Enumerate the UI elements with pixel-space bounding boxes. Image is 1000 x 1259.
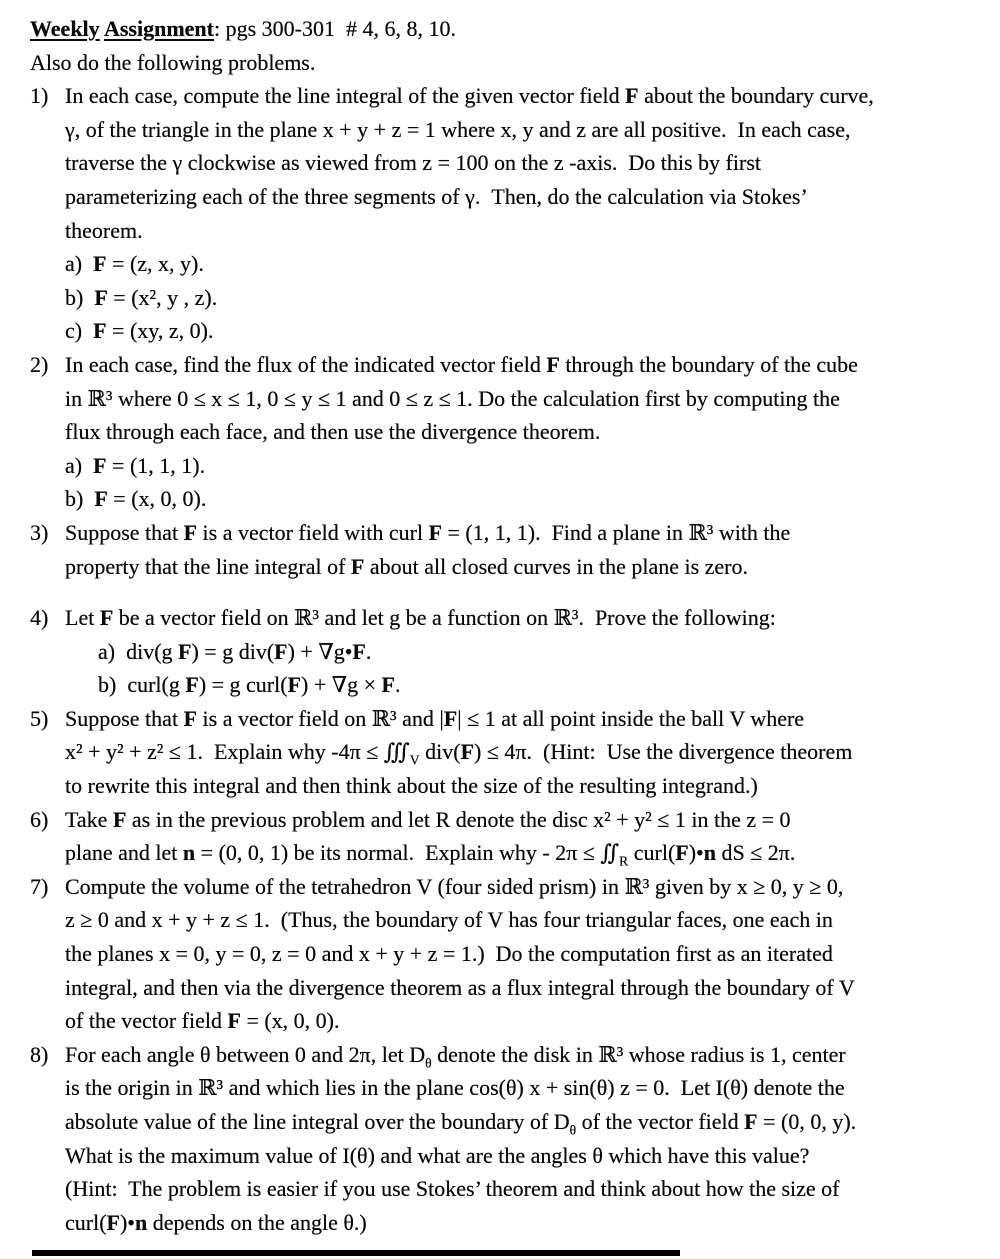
text-line <box>65 214 982 248</box>
text-line <box>65 550 982 584</box>
problem-number: 7) <box>30 873 49 899</box>
text-line <box>30 46 982 80</box>
text-segment: to rewrite this integral and then think about the size of the resulting integrand.) <box>65 773 758 799</box>
problem-1 <box>30 79 982 348</box>
text-segment: z ≥ 0 and x + y + z ≤ 1. (Thus, the boundary of V has four triangular faces, one each in <box>65 907 833 933</box>
text-line <box>98 635 982 669</box>
text-segment: c) <box>65 318 94 344</box>
text-segment: denote the disk in ℝ³ whose radius is 1, center <box>431 1041 846 1067</box>
text-segment: ) = g div( <box>191 638 275 664</box>
text-segment: ) = g curl( <box>198 672 288 698</box>
text-segment: the planes x = 0, y = 0, z = 0 and x + y + z = 1.) Do the computation first as an iterated <box>65 941 833 967</box>
text-line <box>65 449 982 483</box>
problem-number: 2) <box>30 351 49 377</box>
text-segment: For each angle θ between 0 and 2π, let D <box>65 1041 426 1067</box>
math-bold-segment: Assignment <box>103 16 214 41</box>
text-segment: . <box>395 672 401 698</box>
problem-5 <box>30 702 982 803</box>
text-segment: of the vector field <box>576 1109 745 1134</box>
problem-body <box>65 702 982 803</box>
problem-number: 8) <box>30 1041 49 1067</box>
text-line <box>65 1105 982 1139</box>
math-bold-segment: F <box>183 519 198 545</box>
text-line <box>98 668 982 702</box>
text-segment: is a vector field with curl <box>197 519 429 545</box>
text-segment: dS ≤ 2π. <box>716 840 796 866</box>
text-line <box>65 314 982 348</box>
text-segment: = (1, 1, 1). Find a plane in ℝ³ with the <box>442 519 791 545</box>
text-segment: absolute value of the line integral over the boundary of D <box>65 1109 570 1134</box>
text-segment: In each case, find the flux of the indicated vector field <box>65 351 547 377</box>
problem-4 <box>30 601 982 702</box>
text-segment: γ, of the triangle in the plane x + y + z = 1 where x, y and z are all positive. In each case, <box>65 116 851 142</box>
text-line <box>65 146 982 180</box>
math-bold-segment: F <box>94 284 108 310</box>
text-line <box>65 1206 982 1240</box>
text-segment: b) <box>65 486 95 512</box>
text-segment: = (x, 0, 0). <box>240 1008 340 1034</box>
text-line <box>65 79 982 113</box>
math-bold-segment: F <box>443 705 458 731</box>
text-segment: about the boundary curve, <box>638 83 874 109</box>
text-segment: b) curl(g <box>98 672 186 698</box>
assignment-title <box>30 12 982 46</box>
text-segment: in ℝ³ where 0 ≤ x ≤ 1, 0 ≤ y ≤ 1 and 0 ≤ z ≤ 1. Do the calculation first by computing the <box>65 385 840 411</box>
problem-body <box>65 348 982 516</box>
text-segment: | ≤ 1 at all point inside the ball V where <box>457 705 805 731</box>
problem-6 <box>30 803 982 870</box>
math-bold-segment: F <box>112 806 127 832</box>
text-line <box>65 281 982 315</box>
text-segment: depends on the angle θ.) <box>147 1209 367 1235</box>
math-bold-segment: F <box>227 1008 241 1034</box>
text-segment: integral, and then via the divergence theorem as a flux integral through the boundary of V <box>65 974 855 1000</box>
text-line <box>65 247 982 281</box>
text-segment: ) + ∇g• <box>287 638 353 664</box>
math-bold-segment: n <box>703 840 716 866</box>
text-line <box>65 702 982 736</box>
text-segment: ) ≤ 4π. (Hint: Use the divergence theorem <box>474 739 853 765</box>
text-line <box>65 113 982 147</box>
text-segment: )• <box>119 1209 136 1235</box>
math-bold-segment: F <box>93 251 107 277</box>
text-segment: a) <box>65 452 94 478</box>
text-line <box>65 1004 982 1038</box>
scan-artifact-bar <box>32 1250 680 1256</box>
text-segment: = (x², y , z). <box>107 284 218 310</box>
text-line <box>30 12 982 46</box>
math-bold-segment: F <box>381 672 395 698</box>
text-segment: of the vector field <box>65 1008 228 1034</box>
problem-number: 4) <box>30 605 49 631</box>
problem-body <box>65 516 982 583</box>
math-bold-segment: F <box>287 672 302 698</box>
text-line <box>65 180 982 214</box>
text-segment: property that the line integral of <box>65 553 351 579</box>
text-segment: = (0, 0, 1) be its normal. Explain why - 2π ≤ ∬ <box>195 840 620 866</box>
text-segment: Suppose that <box>65 519 184 545</box>
text-segment: : pgs 300-301 # 4, 6, 8, 10. <box>213 16 456 41</box>
math-bold-segment: F <box>744 1109 758 1134</box>
text-segment: Compute the volume of the tetrahedron V (four sided prism) in ℝ³ given by x ≥ 0, y ≥ 0, <box>65 873 844 899</box>
text-segment: In each case, compute the line integral of the given vector field <box>65 83 626 109</box>
text-segment: θ <box>569 1122 577 1138</box>
text-line <box>65 836 982 870</box>
text-segment: traverse the γ clockwise as viewed from z = 100 on the z -axis. Do this by first <box>65 150 761 176</box>
text-line <box>65 1139 982 1173</box>
text-segment: = (xy, z, 0). <box>106 318 214 344</box>
math-bold-segment: Weekly <box>30 16 100 41</box>
math-bold-segment: F <box>274 638 288 664</box>
problem-body <box>65 803 982 870</box>
math-bold-segment: F <box>350 553 365 579</box>
text-segment: = (x, 0, 0). <box>107 486 207 512</box>
text-line <box>65 601 982 635</box>
text-line <box>65 735 982 769</box>
text-line <box>65 937 982 971</box>
math-bold-segment: F <box>185 672 199 698</box>
text-segment: theorem. <box>65 217 143 243</box>
text-line <box>65 415 982 449</box>
problem-body <box>65 79 982 348</box>
text-line <box>65 1172 982 1206</box>
text-segment: as in the previous problem and let R denote the disc x² + y² ≤ 1 in the z = 0 <box>126 806 791 832</box>
text-line <box>65 516 982 550</box>
text-line <box>65 1071 982 1105</box>
problem-7 <box>30 870 982 1038</box>
text-segment: V <box>409 752 420 768</box>
text-segment: b) <box>65 284 95 310</box>
math-bold-segment: F <box>178 638 192 664</box>
text-segment: What is the maximum value of I(θ) and what are the angles θ which have this value? <box>65 1142 810 1168</box>
math-bold-segment: F <box>675 840 689 866</box>
math-bold-segment: F <box>93 452 107 478</box>
math-bold-segment: F <box>460 739 475 765</box>
text-segment: be a vector field on ℝ³ and let g be a function on ℝ³. Prove the following: <box>113 605 776 631</box>
problem-2 <box>30 348 982 516</box>
text-segment: ) + ∇g × <box>301 672 382 698</box>
math-bold-segment: F <box>352 638 366 664</box>
text-segment: = (0, 0, y). <box>757 1109 857 1134</box>
text-segment: (Hint: The problem is easier if you use Stokes’ theorem and think about how the size of <box>65 1176 840 1202</box>
problem-number: 6) <box>30 806 49 832</box>
text-segment: Suppose that <box>65 705 184 731</box>
text-segment: = (1, 1, 1). <box>106 452 206 478</box>
text-line <box>65 382 982 416</box>
text-segment: curl( <box>65 1209 107 1235</box>
text-segment: . <box>365 638 372 664</box>
text-segment: is a vector field on ℝ³ and | <box>197 705 444 731</box>
text-segment: = (z, x, y). <box>106 251 204 277</box>
math-bold-segment: F <box>428 519 443 545</box>
math-bold-segment: F <box>94 486 108 512</box>
text-segment: is the origin in ℝ³ and which lies in the plane cos(θ) x + sin(θ) z = 0. Let I(θ) denote the <box>65 1075 845 1101</box>
text-line <box>65 769 982 803</box>
text-line <box>65 870 982 904</box>
math-bold-segment: F <box>93 318 107 344</box>
text-segment: Take <box>65 806 113 832</box>
text-segment: flux through each face, and then use the divergence theorem. <box>65 419 601 445</box>
text-line <box>65 971 982 1005</box>
text-line <box>65 803 982 837</box>
text-line <box>65 482 982 516</box>
math-bold-segment: F <box>183 705 198 731</box>
problem-number: 5) <box>30 705 49 731</box>
problem-body <box>65 1038 982 1240</box>
math-bold-segment: F <box>625 83 639 109</box>
text-segment: curl( <box>628 840 676 866</box>
text-segment: a) div(g <box>98 638 179 664</box>
text-segment: parameterizing each of the three segments of γ. Then, do the calculation via Stokes’ <box>65 183 808 209</box>
math-bold-segment: F <box>99 605 114 631</box>
text-segment: Also do the following problems. <box>30 49 316 75</box>
text-segment: a) <box>65 251 94 277</box>
text-segment: about all closed curves in the plane is zero. <box>364 553 749 579</box>
text-segment: div( <box>419 739 461 765</box>
math-bold-segment: n <box>135 1209 148 1235</box>
problem-3 <box>30 516 982 583</box>
text-segment: x² + y² + z² ≤ 1. Explain why -4π ≤ ∭ <box>65 739 410 765</box>
problem-number: 3) <box>30 519 49 545</box>
problem-8 <box>30 1038 982 1240</box>
text-segment: Let <box>65 605 100 631</box>
problem-body <box>65 601 982 702</box>
math-bold-segment: n <box>182 840 196 866</box>
math-bold-segment: F <box>106 1209 120 1235</box>
assignment-note <box>30 46 982 80</box>
text-segment: plane and let <box>65 840 183 866</box>
text-segment: θ <box>425 1055 432 1071</box>
text-segment: through the boundary of the cube <box>559 351 858 377</box>
math-bold-segment: F <box>546 351 560 377</box>
problem-number: 1) <box>30 83 49 109</box>
text-line <box>65 903 982 937</box>
text-segment: R <box>619 853 629 869</box>
text-segment: )• <box>688 840 704 866</box>
text-line <box>65 1038 982 1072</box>
problem-body <box>65 870 982 1038</box>
text-line <box>65 348 982 382</box>
